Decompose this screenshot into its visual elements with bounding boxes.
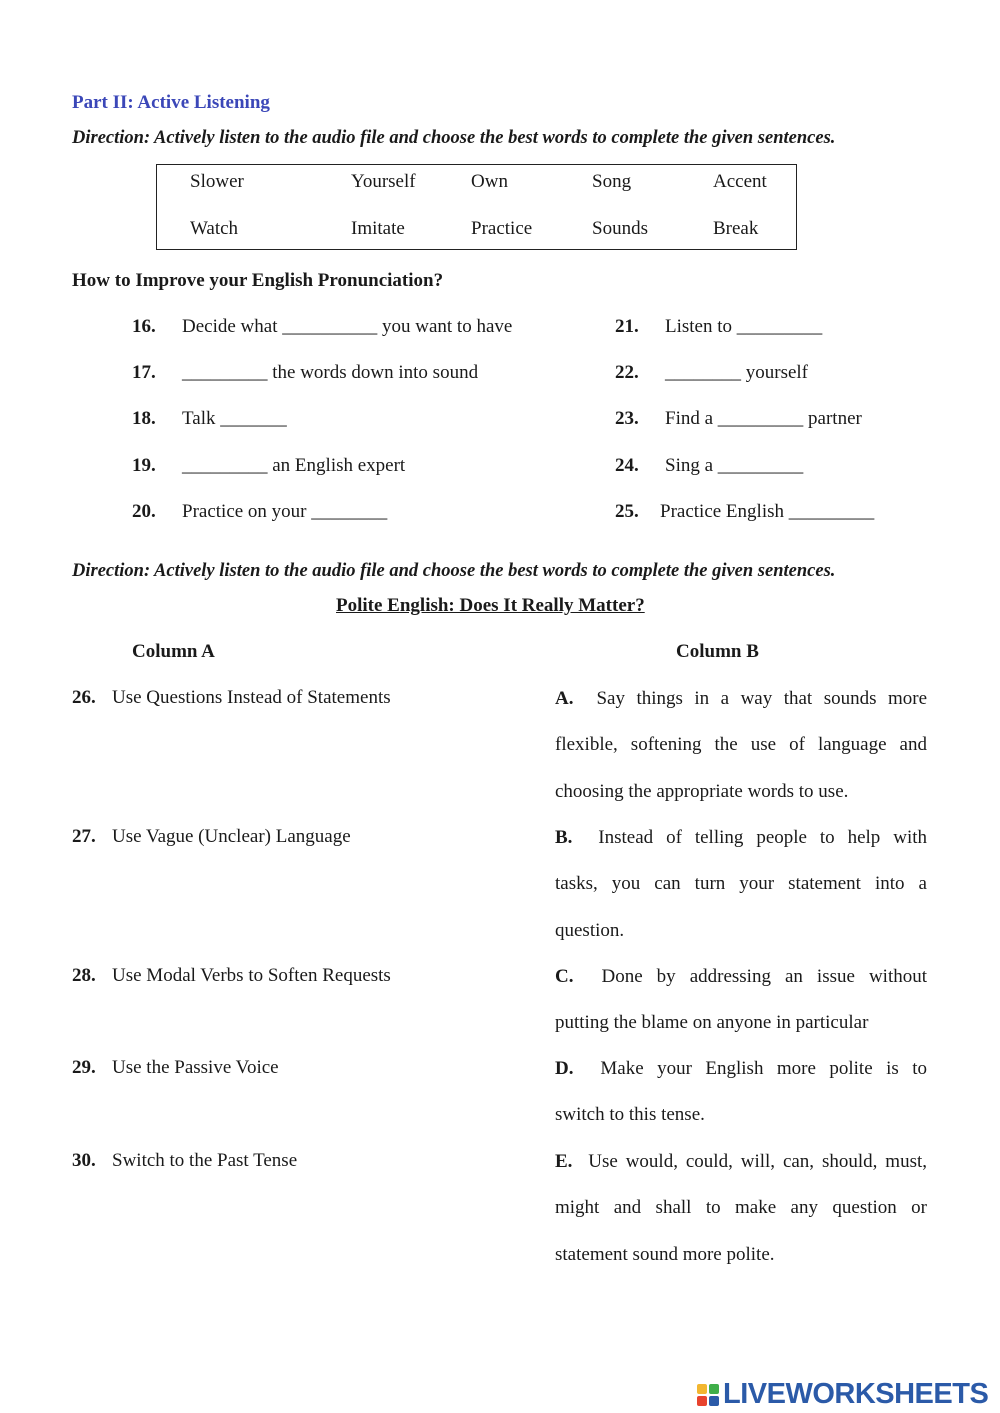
section-title: Polite English: Does It Really Matter?	[336, 595, 645, 616]
logo-mark-icon	[697, 1384, 719, 1406]
column-b-letter: B.	[555, 827, 573, 848]
column-b-line: statement sound more polite.	[555, 1243, 775, 1265]
question-text: _________ an English expert	[182, 455, 406, 476]
column-a-item: Use Vague (Unclear) Language	[112, 826, 351, 847]
column-b-line: Say things in a way that sounds more	[596, 688, 928, 709]
direction-1: Direction: Actively listen to the audio file and choose the best words to complete the given sentences.	[72, 128, 836, 148]
column-a-number: 30.	[72, 1150, 96, 1171]
column-b-letter: A.	[555, 688, 574, 709]
column-b-item	[555, 687, 927, 826]
column-b-header: Column B	[676, 641, 759, 662]
logo-square	[709, 1384, 719, 1394]
logo-square	[697, 1384, 707, 1394]
question-text: Listen to _________	[665, 316, 823, 337]
column-b-line: tasks, you can turn your statement into a	[555, 873, 927, 895]
direction-2: Direction: Actively listen to the audio file and choose the best words to complete the given sentences.	[72, 561, 836, 581]
question-text: Practice English _________	[660, 501, 875, 522]
column-b-line: Make your English more polite is to	[600, 1058, 928, 1079]
word-bank-item: Imitate	[351, 218, 405, 239]
question-text: Talk _______	[182, 408, 287, 429]
column-b-line: question.	[555, 919, 625, 941]
column-a-item: Use the Passive Voice	[112, 1057, 279, 1078]
word-bank	[156, 164, 797, 250]
column-b-line: Instead of telling people to help with	[598, 827, 928, 848]
column-b-line: choosing the appropriate words to use.	[555, 780, 849, 802]
word-bank-item: Yourself	[351, 171, 416, 192]
question-number: 19.	[132, 455, 156, 476]
column-b-line: might and shall to make any question or	[555, 1197, 927, 1219]
logo-square	[697, 1396, 707, 1406]
column-a-number: 28.	[72, 965, 96, 986]
question-number: 25.	[615, 501, 639, 522]
logo-text: LIVEWORKSHEETS	[723, 1378, 989, 1410]
column-b-letter: D.	[555, 1058, 574, 1079]
question-text: ________ yourself	[665, 362, 809, 383]
word-bank-item: Song	[592, 171, 632, 192]
question-text: Practice on your ________	[182, 501, 388, 522]
word-bank-item: Slower	[190, 171, 244, 192]
logo-square	[709, 1396, 719, 1406]
word-bank-item: Accent	[713, 171, 767, 192]
question-number: 22.	[615, 362, 639, 383]
column-b-line: flexible, softening the use of language and	[555, 734, 927, 756]
column-a-number: 29.	[72, 1057, 96, 1078]
question-text: _________ the words down into sound	[182, 362, 479, 383]
question-text: Find a _________ partner	[665, 408, 862, 429]
question-text: Sing a _________	[665, 455, 804, 476]
question-number: 24.	[615, 455, 639, 476]
word-bank-item: Practice	[471, 218, 533, 239]
question-number: 23.	[615, 408, 639, 429]
question-number: 18.	[132, 408, 156, 429]
column-a-header: Column A	[132, 641, 215, 662]
column-b-line: putting the blame on anyone in particular	[555, 1012, 869, 1034]
part-title: Part II: Active Listening	[72, 92, 270, 113]
question-number: 17.	[132, 362, 156, 383]
section-heading: How to Improve your English Pronunciation?	[72, 270, 444, 291]
word-bank-item: Sounds	[592, 218, 648, 239]
word-bank-item: Watch	[190, 218, 239, 239]
question-number: 16.	[132, 316, 156, 337]
column-a-item: Use Modal Verbs to Soften Requests	[112, 965, 391, 986]
column-b-letter: E.	[555, 1151, 573, 1172]
column-b-item	[555, 1057, 927, 1150]
question-number: 20.	[132, 501, 156, 522]
column-a-item: Use Questions Instead of Statements	[112, 687, 391, 708]
word-bank-item: Own	[471, 171, 508, 192]
question-text: Decide what __________ you want to have	[182, 316, 513, 337]
column-b-line: Done by addressing an issue without	[601, 966, 927, 987]
column-b-line: switch to this tense.	[555, 1104, 705, 1126]
liveworksheets-logo	[697, 1378, 988, 1411]
column-a-item: Switch to the Past Tense	[112, 1150, 298, 1171]
column-b-item	[555, 826, 927, 965]
word-bank-item: Break	[713, 218, 759, 239]
column-b-line: Use would, could, will, can, should, must,	[588, 1151, 927, 1172]
column-b-letter: C.	[555, 966, 574, 987]
column-a-number: 27.	[72, 826, 96, 847]
column-b-item	[555, 965, 927, 1058]
question-number: 21.	[615, 316, 639, 337]
column-a-number: 26.	[72, 687, 96, 708]
column-b-item	[555, 1150, 927, 1289]
